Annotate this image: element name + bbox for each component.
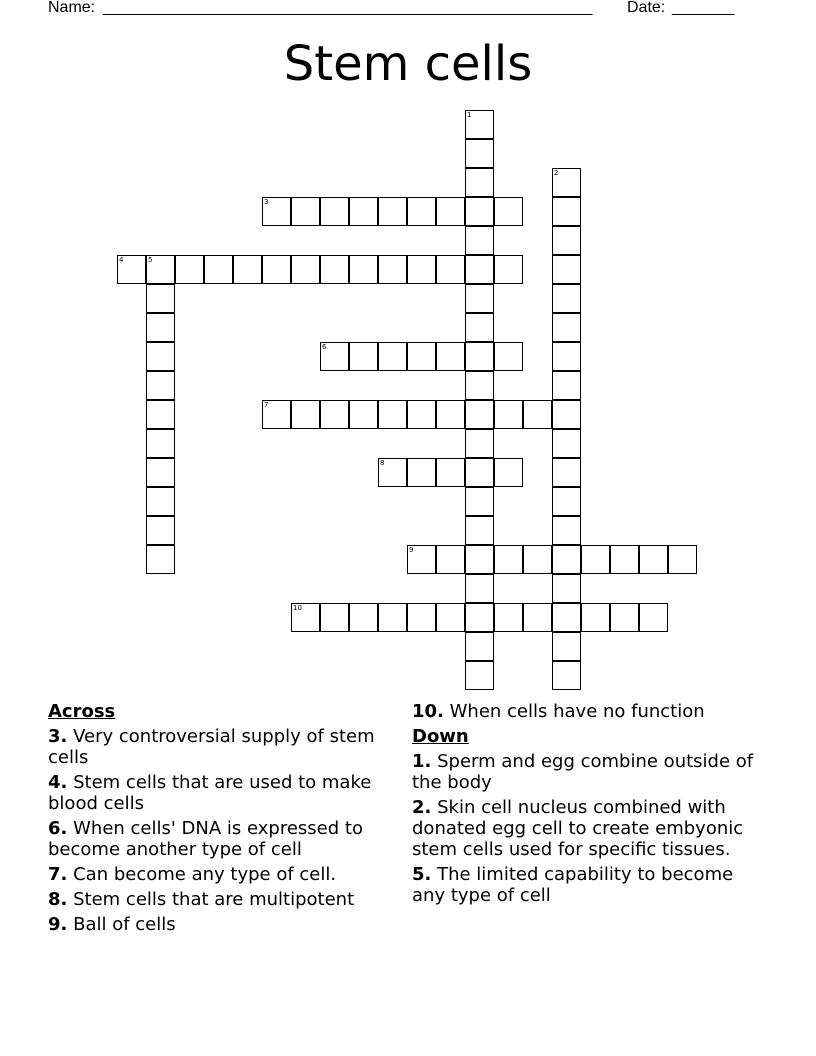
crossword-cell[interactable] bbox=[465, 197, 494, 226]
crossword-cell[interactable] bbox=[146, 516, 175, 545]
down-clue-1: 1. Sperm and egg combine outside of the body bbox=[412, 751, 754, 793]
crossword-cell[interactable] bbox=[117, 255, 146, 284]
crossword-cell[interactable] bbox=[581, 545, 610, 574]
crossword-cell[interactable] bbox=[494, 197, 523, 226]
crossword-cell[interactable] bbox=[465, 255, 494, 284]
crossword-cell[interactable] bbox=[262, 197, 291, 226]
crossword-cell[interactable] bbox=[378, 458, 407, 487]
crossword-cell[interactable] bbox=[349, 400, 378, 429]
crossword-cell[interactable] bbox=[552, 226, 581, 255]
crossword-cell[interactable] bbox=[552, 313, 581, 342]
crossword-cell[interactable] bbox=[146, 400, 175, 429]
crossword-cell[interactable] bbox=[465, 139, 494, 168]
across-clue-7: 7. Can become any type of cell. bbox=[48, 864, 337, 885]
crossword-cell[interactable] bbox=[494, 255, 523, 284]
crossword-cell[interactable] bbox=[378, 342, 407, 371]
crossword-cell[interactable] bbox=[465, 458, 494, 487]
crossword-cell[interactable] bbox=[610, 603, 639, 632]
crossword-cell[interactable] bbox=[494, 458, 523, 487]
crossword-cell[interactable] bbox=[291, 603, 320, 632]
across-clue-9: 9. Ball of cells bbox=[48, 914, 176, 935]
crossword-cell[interactable] bbox=[436, 197, 465, 226]
across-heading: Across bbox=[48, 701, 116, 722]
across-clue-10: 10. When cells have no function bbox=[412, 701, 705, 722]
crossword-cell[interactable] bbox=[349, 197, 378, 226]
across-clue-4: 4. Stem cells that are used to make blood cells bbox=[48, 772, 372, 814]
crossword-cell[interactable] bbox=[465, 342, 494, 371]
crossword-cell[interactable] bbox=[436, 342, 465, 371]
cell-number: 6 bbox=[322, 343, 327, 351]
crossword-cell[interactable] bbox=[610, 545, 639, 574]
across-clue-3: 3. Very controversial supply of stem cells bbox=[48, 726, 375, 768]
crossword-cell[interactable] bbox=[378, 400, 407, 429]
crossword-cell[interactable] bbox=[552, 255, 581, 284]
crossword-cell[interactable] bbox=[146, 342, 175, 371]
crossword-cell[interactable] bbox=[523, 545, 552, 574]
crossword-cell[interactable] bbox=[146, 371, 175, 400]
crossword-cell[interactable] bbox=[465, 487, 494, 516]
crossword-cell[interactable] bbox=[465, 632, 494, 661]
crossword-cell[interactable] bbox=[668, 545, 697, 574]
date-field-line[interactable]: _______ bbox=[672, 0, 735, 16]
crossword-cell[interactable] bbox=[465, 574, 494, 603]
crossword-cell[interactable] bbox=[552, 458, 581, 487]
crossword-cell[interactable] bbox=[146, 284, 175, 313]
cell-number: 7 bbox=[264, 401, 269, 409]
crossword-cell[interactable] bbox=[407, 603, 436, 632]
cell-number: 9 bbox=[409, 546, 414, 554]
crossword-cell[interactable] bbox=[465, 168, 494, 197]
crossword-cell[interactable] bbox=[175, 255, 204, 284]
crossword-cell[interactable] bbox=[465, 313, 494, 342]
crossword-cell[interactable] bbox=[204, 255, 233, 284]
down-clue-2: 2. Skin cell nucleus combined with donated egg cell to create embyonic stem cells used for specific tissues. bbox=[412, 797, 744, 860]
crossword-cell[interactable] bbox=[523, 400, 552, 429]
crossword-cell[interactable] bbox=[552, 168, 581, 197]
crossword-cell[interactable] bbox=[436, 545, 465, 574]
crossword-cell[interactable] bbox=[552, 371, 581, 400]
crossword-cell[interactable] bbox=[465, 603, 494, 632]
crossword-cell[interactable] bbox=[407, 197, 436, 226]
crossword-cell[interactable] bbox=[320, 400, 349, 429]
crossword-cell[interactable] bbox=[465, 284, 494, 313]
crossword-cell[interactable] bbox=[233, 255, 262, 284]
crossword-cell[interactable] bbox=[378, 255, 407, 284]
crossword-cell[interactable] bbox=[291, 255, 320, 284]
crossword-cell[interactable] bbox=[523, 603, 552, 632]
crossword-cell[interactable] bbox=[436, 255, 465, 284]
crossword-cell[interactable] bbox=[465, 661, 494, 690]
crossword-cell[interactable] bbox=[465, 371, 494, 400]
crossword-cell[interactable] bbox=[320, 255, 349, 284]
crossword-cell[interactable] bbox=[465, 226, 494, 255]
crossword-cell[interactable] bbox=[552, 632, 581, 661]
crossword-cell[interactable] bbox=[465, 545, 494, 574]
crossword-cell[interactable] bbox=[436, 458, 465, 487]
crossword-cell[interactable] bbox=[378, 197, 407, 226]
crossword-cell[interactable] bbox=[146, 487, 175, 516]
name-field-line[interactable]: _______________________________________________________ bbox=[103, 0, 593, 16]
crossword-cell[interactable] bbox=[146, 313, 175, 342]
cell-number: 10 bbox=[293, 604, 302, 612]
crossword-cell[interactable] bbox=[349, 342, 378, 371]
crossword-cell[interactable] bbox=[407, 255, 436, 284]
clues-left-column bbox=[48, 701, 388, 939]
crossword-cell[interactable] bbox=[320, 603, 349, 632]
crossword-cell[interactable] bbox=[291, 400, 320, 429]
crossword-cell[interactable] bbox=[146, 255, 175, 284]
crossword-cell[interactable] bbox=[494, 603, 523, 632]
crossword-cell[interactable] bbox=[349, 603, 378, 632]
crossword-cell[interactable] bbox=[436, 400, 465, 429]
across-clue-8: 8. Stem cells that are multipotent bbox=[48, 889, 355, 910]
crossword-cell[interactable] bbox=[465, 400, 494, 429]
crossword-cell[interactable] bbox=[320, 197, 349, 226]
crossword-cell[interactable] bbox=[465, 429, 494, 458]
crossword-cell[interactable] bbox=[494, 545, 523, 574]
crossword-cell[interactable] bbox=[494, 342, 523, 371]
across-clue-6: 6. When cells' DNA is expressed to become another type of cell bbox=[48, 818, 363, 860]
crossword-cell[interactable] bbox=[552, 574, 581, 603]
crossword-cell[interactable] bbox=[552, 400, 581, 429]
crossword-cell[interactable] bbox=[291, 197, 320, 226]
crossword-cell[interactable] bbox=[436, 603, 465, 632]
crossword-cell[interactable] bbox=[552, 545, 581, 574]
crossword-cell[interactable] bbox=[552, 661, 581, 690]
crossword-cell[interactable] bbox=[552, 284, 581, 313]
cell-number: 8 bbox=[380, 459, 385, 467]
crossword-cell[interactable] bbox=[349, 255, 378, 284]
crossword-cell[interactable] bbox=[320, 342, 349, 371]
crossword-cell[interactable] bbox=[407, 400, 436, 429]
crossword-cell[interactable] bbox=[552, 603, 581, 632]
cell-number: 2 bbox=[554, 169, 559, 177]
down-clue-5: 5. The limited capability to become any type of cell bbox=[412, 864, 734, 906]
crossword-cell[interactable] bbox=[262, 400, 291, 429]
crossword-cell[interactable] bbox=[639, 603, 668, 632]
date-label: Date: bbox=[627, 0, 666, 16]
crossword-cell[interactable] bbox=[262, 255, 291, 284]
crossword-cell[interactable] bbox=[552, 516, 581, 545]
crossword-cell[interactable] bbox=[552, 429, 581, 458]
crossword-cell[interactable] bbox=[407, 458, 436, 487]
cell-number: 3 bbox=[264, 198, 269, 206]
crossword-cell[interactable] bbox=[552, 487, 581, 516]
down-heading: Down bbox=[412, 726, 469, 747]
crossword-cell[interactable] bbox=[494, 400, 523, 429]
crossword-cell[interactable] bbox=[639, 545, 668, 574]
crossword-cell[interactable] bbox=[581, 603, 610, 632]
crossword-cell[interactable] bbox=[407, 545, 436, 574]
crossword-cell[interactable] bbox=[552, 342, 581, 371]
crossword-cell[interactable] bbox=[407, 342, 436, 371]
crossword-cell[interactable] bbox=[552, 197, 581, 226]
crossword-cell[interactable] bbox=[465, 110, 494, 139]
crossword-cell[interactable] bbox=[378, 603, 407, 632]
cell-number: 5 bbox=[148, 256, 153, 264]
name-label: Name: bbox=[48, 0, 96, 16]
clues-right-column bbox=[412, 701, 762, 910]
crossword-cell[interactable] bbox=[146, 458, 175, 487]
cell-number: 4 bbox=[119, 256, 124, 264]
crossword-cell[interactable] bbox=[146, 545, 175, 574]
crossword-cell[interactable] bbox=[465, 516, 494, 545]
cell-number: 1 bbox=[467, 111, 472, 119]
page-title: Stem cells bbox=[283, 36, 533, 92]
crossword-cell[interactable] bbox=[146, 429, 175, 458]
